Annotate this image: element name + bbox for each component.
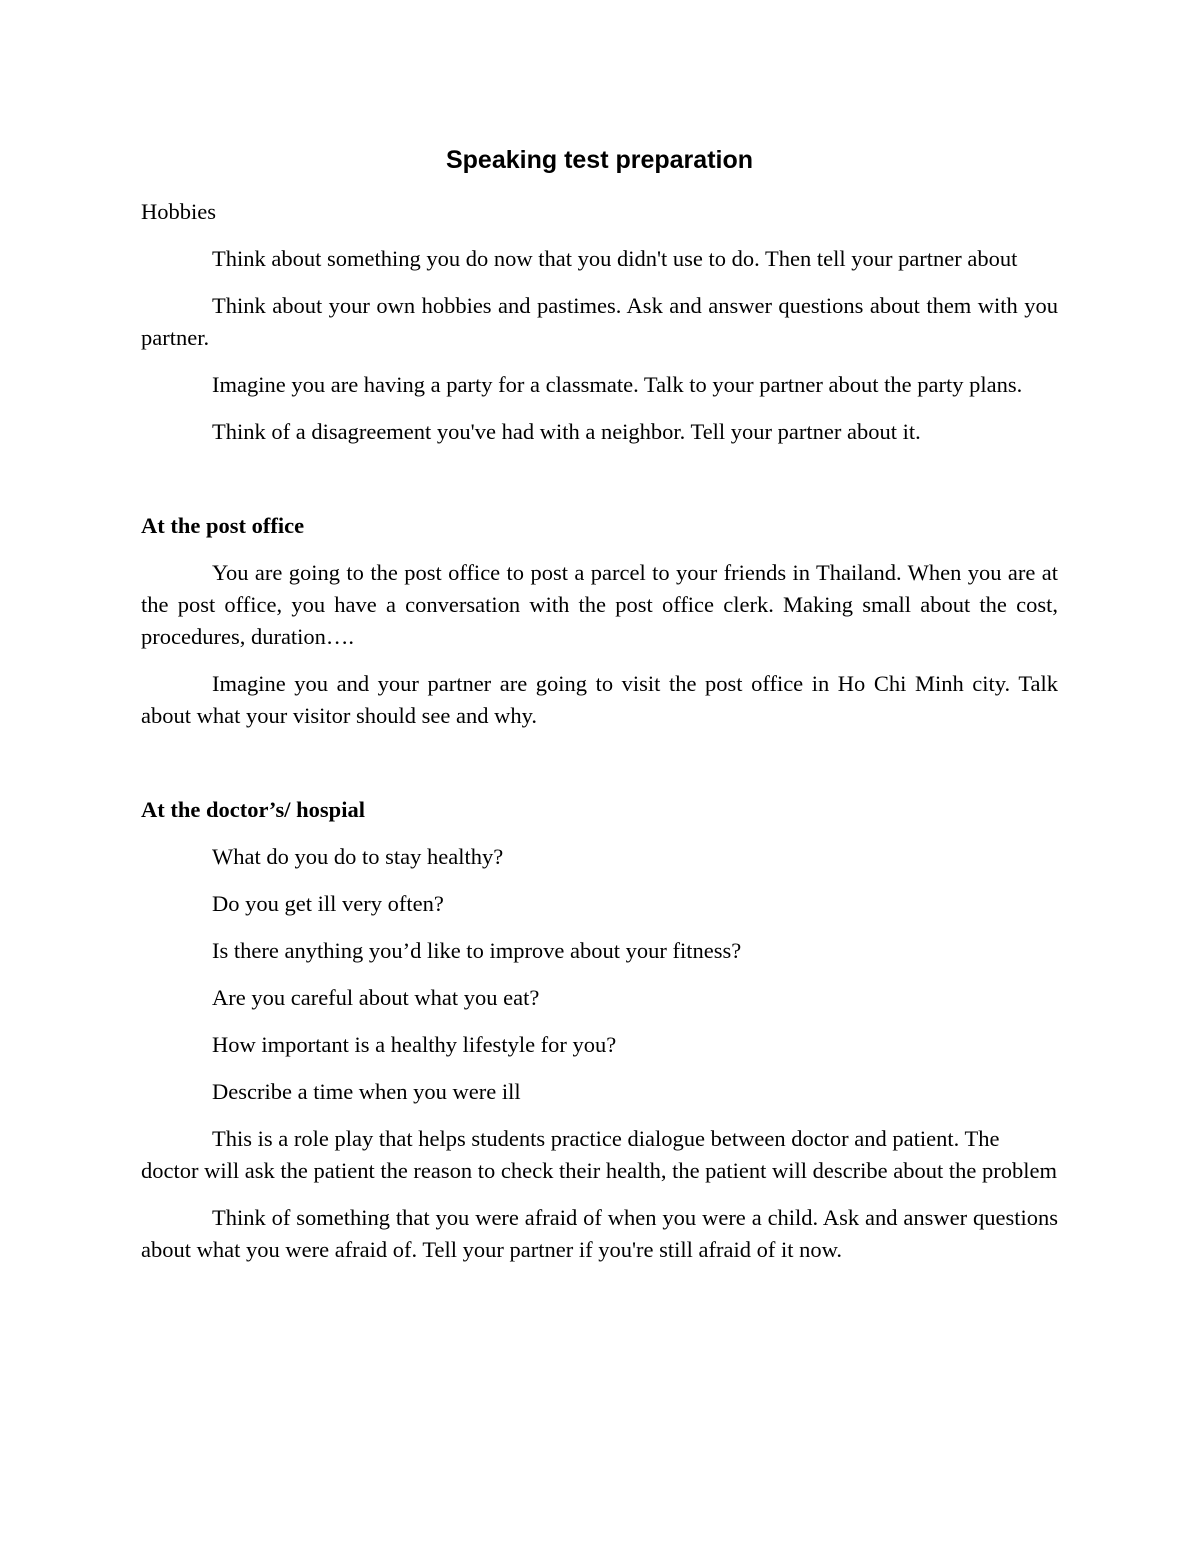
- section-heading: At the doctor’s/ hospial: [141, 797, 365, 822]
- section-spacer: [141, 463, 1058, 510]
- paragraph: Imagine you and your partner are going to visit the post office in Ho Chi Minh city. Talk about what your visitor should see and why.: [141, 671, 1058, 728]
- section-doctor-hospital: [141, 794, 1058, 1266]
- question-item: What do you do to stay healthy?: [212, 844, 504, 869]
- page-title: Speaking test preparation: [445, 146, 754, 174]
- question-item: Is there anything you’d like to improve about your fitness?: [212, 938, 742, 963]
- section-heading: Hobbies: [141, 199, 216, 224]
- paragraph: This is a role play that helps students practice dialogue between doctor and patient. The doctor will ask the patient the reason to check their health, the patient will describe about the problem: [141, 1126, 1057, 1183]
- question-item: Describe a time when you were ill: [212, 1079, 521, 1104]
- section-heading: At the post office: [141, 513, 305, 538]
- document-body: [141, 143, 1058, 1281]
- section-post-office: [141, 510, 1058, 732]
- paragraph: Think about your own hobbies and pastimes. Ask and answer questions about them with you partner.: [141, 293, 1058, 350]
- paragraph: Think of something that you were afraid of when you were a child. Ask and answer questions about what you were afraid of. Tell your partner if you're still afraid of it now.: [141, 1205, 1058, 1262]
- section-hobbies: [141, 196, 1058, 448]
- section-spacer: [141, 747, 1058, 794]
- paragraph: Imagine you are having a party for a classmate. Talk to your partner about the party plans.: [212, 372, 1023, 397]
- question-item: How important is a healthy lifestyle for you?: [212, 1032, 617, 1057]
- question-item: Are you careful about what you eat?: [212, 985, 540, 1010]
- paragraph: Think of a disagreement you've had with a neighbor. Tell your partner about it.: [212, 419, 921, 444]
- paragraph: You are going to the post office to post a parcel to your friends in Thailand. When you are at the post office, you have a conversation with the post office clerk. Making small about the cost, procedures, duration….: [141, 560, 1058, 649]
- paragraph: Think about something you do now that you didn't use to do. Then tell your partner about: [212, 246, 1018, 271]
- question-item: Do you get ill very often?: [212, 891, 444, 916]
